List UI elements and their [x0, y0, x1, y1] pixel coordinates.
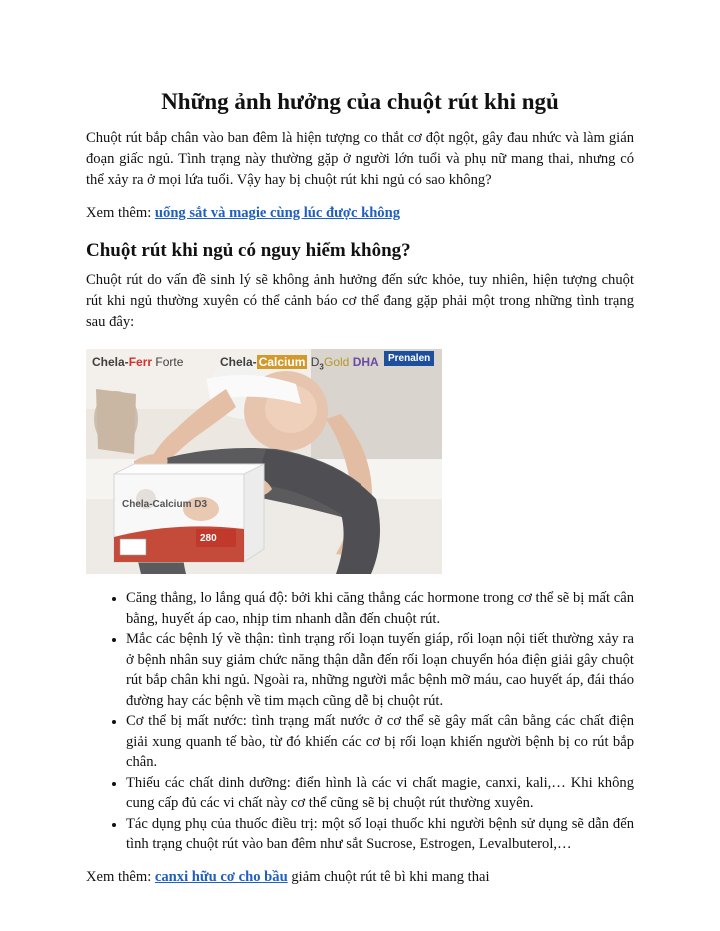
see-also-2-link[interactable]: canxi hữu cơ cho bầu: [154, 868, 288, 885]
brand-1-prefix: Chela-: [92, 355, 129, 370]
brand-chela-ferr: [92, 355, 183, 369]
brand-chela-calcium: [220, 355, 324, 371]
page-title: Những ảnh hưởng của chuột rút khi ngủ: [161, 89, 559, 114]
section-intro: Chuột rút do vấn đề sinh lý sẽ không ảnh hưởng đến sức khỏe, tuy nhiên, hiện tượng chuột rút khi ngủ thường xuyên có thể cảnh báo cơ thể đang gặp phải một trong những tình trạng sau đây:: [86, 272, 634, 331]
intro-paragraph: Chuột rút bắp chân vào ban đêm là hiện tượng co thắt cơ đột ngột, gây đau nhức và làm gián đoạn giấc ngủ. Tình trạng này thường gặp ở người lớn tuổi và phụ nữ mang thai, nhưng có thể xảy ra ở mọi lứa tuổi. Vậy hay bị chuột rút khi ngủ có sao không?: [86, 129, 634, 188]
condition-list: [86, 588, 634, 855]
list-item: • Cơ thể bị mất nước: tình trạng mất nước ở cơ thể sẽ gây mất cân bằng các chất điện giải xung quanh tế bào, từ đó khiến các cơ bị rối loạn khiến người bệnh bị co rút bắp chân.: [126, 711, 634, 773]
brand-gold-dha: [324, 355, 379, 369]
see-also-2: [86, 867, 634, 888]
brand-2-subscript: 3: [319, 362, 324, 372]
box-label: Chela-Calcium D3: [122, 499, 208, 511]
list-item: • Tác dụng phụ của thuốc điều trị: một số loại thuốc khi người bệnh sử dụng sẽ dẫn đến tình trạng chuột rút vào ban đêm như sắt Sucrose, Estrogen, Levalbuterol,…: [126, 814, 634, 855]
brand-2-suffix: D: [307, 355, 320, 370]
article-image: [86, 349, 442, 574]
list-item: • Căng thẳng, lo lắng quá độ: bởi khi căng thẳng các hormone trong cơ thể sẽ bị mất cân bằng, huyết áp cao, nhịp tim nhanh dẫn đến chuột rút.: [126, 588, 634, 629]
list-item: • Mắc các bệnh lý về thận: tình trạng rối loạn tuyến giáp, rối loạn nội tiết thường xảy ra ở bệnh nhân suy giảm chức năng thận dẫn đến rối loạn chuyển hóa điện giải gây chuột rút bắp chân khi ngủ. Ngoài ra, những người mắc bệnh mỡ máu, cao huyết áp, đái tháo đường hay các bệnh về tim mạch cũng dễ bị chuột rút.: [126, 629, 634, 711]
article: [86, 88, 634, 888]
brand-2-highlight: Calcium: [258, 355, 306, 370]
see-also-1: [86, 203, 634, 224]
brand-3-prefix: Gold: [324, 355, 353, 370]
see-also-2-suffix: giảm chuột rút tê bì khi mang thai: [287, 868, 490, 885]
see-also-1-prefix: Xem thêm:: [86, 204, 155, 221]
section-heading: Chuột rút khi ngủ có nguy hiểm không?: [86, 239, 411, 261]
see-also-1-link[interactable]: uống sắt và magie cùng lúc được không: [154, 204, 401, 221]
list-item: • Thiếu các chất dinh dưỡng: điển hình là các vi chất magie, canxi, kali,… Khi không cung cấp đủ các vi chất này cơ thể cũng sẽ bị chuột rút thường xuyên.: [126, 773, 634, 814]
brand-1-suffix: Forte: [152, 355, 184, 370]
brand-3-highlight: DHA: [352, 355, 379, 370]
pregnant-woman-photo: [86, 349, 442, 574]
box-count: 280: [200, 533, 217, 545]
brand-prenalen: Prenalen: [384, 351, 434, 366]
see-also-2-prefix: Xem thêm:: [86, 868, 155, 885]
brand-1-highlight: Ferr: [128, 355, 153, 370]
brand-2-prefix: Chela-: [220, 355, 257, 370]
